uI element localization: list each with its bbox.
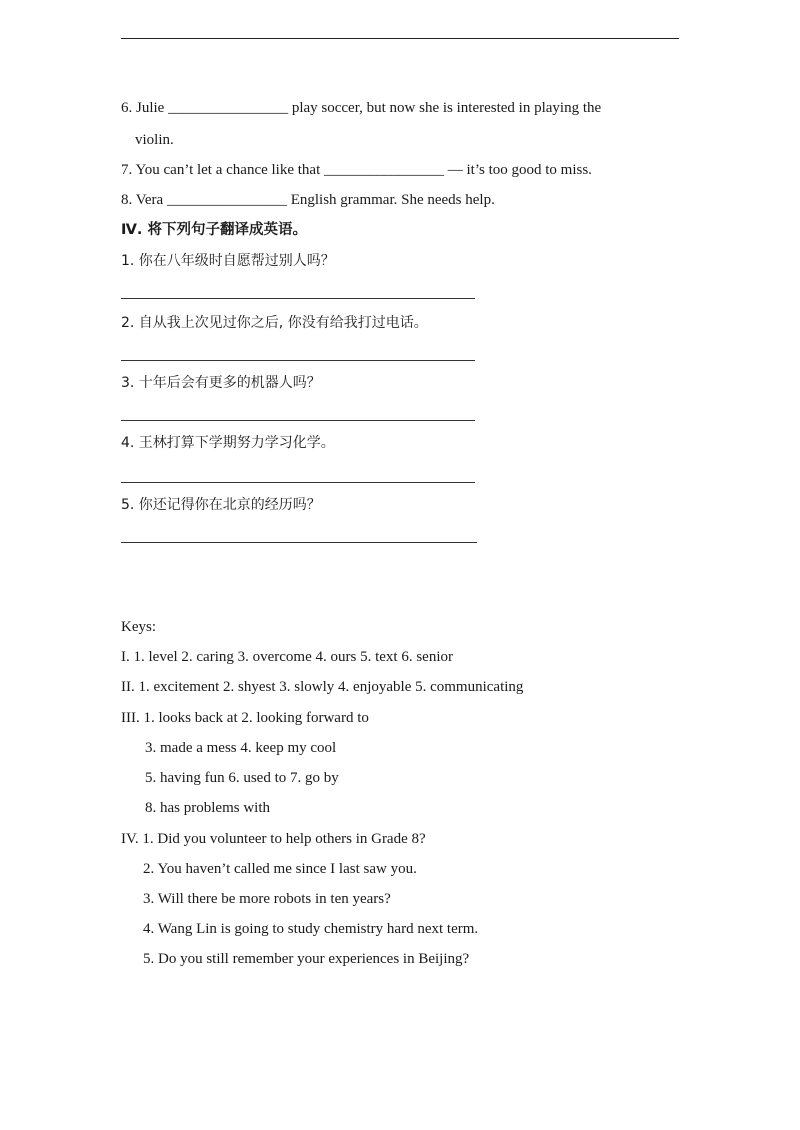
keys-section-3-line-3: 5. having fun 6. used to 7. go by <box>145 770 339 786</box>
translation-question-2: 2. 自从我上次见过你之后, 你没有给我打过电话。 <box>121 315 428 331</box>
translation-question-5: 5. 你还记得你在北京的经历吗？ <box>121 497 321 513</box>
exercise-item-8: 8. Vera ________________ English grammar. She needs help. <box>121 192 495 208</box>
translation-question-4: 4. 王林打算下学期努力学习化学。 <box>121 435 335 451</box>
keys-section-4-answer-5: 5. Do you still remember your experiences in Beijing? <box>143 951 470 967</box>
keys-section-4-answer-4: 4. Wang Lin is going to study chemistry hard next term. <box>143 921 479 937</box>
header-rule <box>121 38 679 39</box>
section-4-heading: Ⅳ. 将下列句子翻译成英语。 <box>121 222 307 238</box>
answer-line-1 <box>121 298 475 299</box>
keys-section-4-answer-3: 3. Will there be more robots in ten years? <box>143 891 391 907</box>
answer-line-5 <box>121 542 477 543</box>
keys-section-1: I. 1. level 2. caring 3. overcome 4. ours 5. text 6. senior <box>121 649 453 665</box>
exercise-item-6: 6. Julie ________________ play soccer, but now she is interested in playing the <box>121 100 602 116</box>
keys-section-4-answer-1: IV. 1. Did you volunteer to help others in Grade 8? <box>121 831 426 847</box>
keys-title: Keys: <box>121 619 156 635</box>
translation-question-3: 3. 十年后会有更多的机器人吗？ <box>121 375 321 391</box>
exercise-item-7: 7. You can’t let a chance like that ________________ — it’s too good to miss. <box>121 162 592 178</box>
keys-section-4-answer-2: 2. You haven’t called me since I last saw you. <box>143 861 417 877</box>
answer-line-3 <box>121 420 475 421</box>
answer-line-4 <box>121 482 475 483</box>
exercise-item-6-continuation: violin. <box>135 132 174 148</box>
keys-section-3-line-2: 3. made a mess 4. keep my cool <box>145 740 337 756</box>
keys-section-2: II. 1. excitement 2. shyest 3. slowly 4. enjoyable 5. communicating <box>121 679 524 695</box>
answer-line-2 <box>121 360 475 361</box>
translation-question-1: 1. 你在八年级时自愿帮过别人吗？ <box>121 253 335 269</box>
keys-section-3-line-1: III. 1. looks back at 2. looking forward to <box>121 710 369 726</box>
keys-section-3-line-4: 8. has problems with <box>145 800 270 816</box>
